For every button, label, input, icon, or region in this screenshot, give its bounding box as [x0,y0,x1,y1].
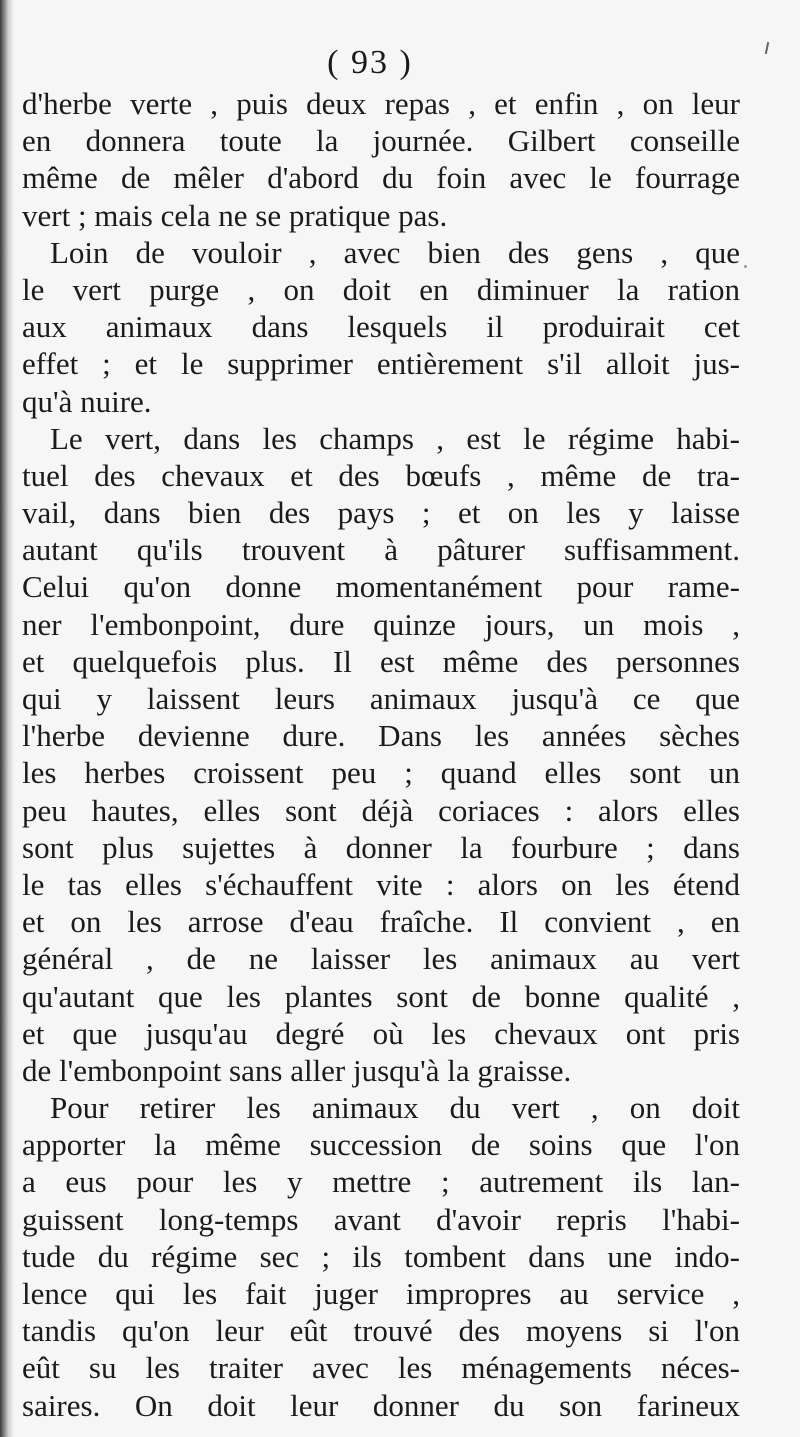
paragraph-start-line: Le vert, dans les champs , est le régime habi- [50,420,740,456]
text-line: sont plus sujettes à donner la fourbure ; dans [22,829,740,865]
margin-mark [765,42,769,54]
text-line: tude du régime sec ; ils tombent dans une indo- [22,1238,740,1274]
paper-speck [744,265,747,268]
text-line: a eus pour les y mettre ; autrement ils lan- [22,1164,740,1200]
text-line: effet ; et le supprimer entièrement s'il alloit jus- [22,346,740,382]
text-line: qu'à nuire. [22,383,152,419]
text-line: d'herbe verte , puis deux repas , et enfin , on leur [22,86,740,121]
text-line: peu hautes, elles sont déjà coriaces : alors elles [22,792,740,828]
text-line: le vert purge , on doit en diminuer la ration [22,271,740,307]
text-line: qui y laissent leurs animaux jusqu'à ce que [22,681,740,716]
text-line: autant qu'ils trouvent à pâturer suffisamment. [22,532,740,568]
text-line: ner l'embonpoint, dure quinze jours, un mois , [22,606,740,642]
text-line: tandis qu'on leur eût trouvé des moyens si l'on [22,1313,740,1349]
text-line: vert ; mais cela ne se pratique pas. [22,197,448,233]
text-line: et on les arrose d'eau fraîche. Il convient , en [22,904,740,940]
text-line: général , de ne laisser les animaux au vert [22,941,740,977]
text-line: saires. On doit leur donner du son farineux [22,1387,740,1423]
text-line: Celui qu'on donne momentanément pour rame- [22,569,740,605]
text-line: vail, dans bien des pays ; et on les y laisse [22,495,740,531]
text-line: qu'autant que les plantes sont de bonne qualité , [22,978,740,1014]
paragraph-start-line: Pour retirer les animaux du vert , on doit [50,1090,740,1126]
text-line: de l'embonpoint sans aller jusqu'à la graisse. [22,1052,572,1088]
text-line: tuel des chevaux et des bœufs , même de tra- [22,457,740,493]
page-body-text [22,85,740,1424]
text-line: et quelquefois plus. Il est même des personnes [22,643,740,679]
text-line: apporter la même succession de soins que l'on [22,1127,740,1163]
text-line: lence qui les fait juger impropres au service , [22,1276,740,1311]
text-line: l'herbe devienne dure. Dans les années sèches [22,718,740,754]
text-line: en donnera toute la journée. Gilbert conseille [22,123,740,159]
text-line: le tas elles s'échauffent vite : alors on les étend [22,866,740,902]
text-line: et que jusqu'au degré où les chevaux ont pris [22,1015,740,1051]
text-line: même de mêler d'abord du foin avec le fourrage [22,160,740,196]
text-line: les herbes croissent peu ; quand elles sont un [22,755,740,791]
page-number: ( 93 ) [327,44,413,81]
paragraph-start-line: Loin de vouloir , avec bien des gens , que [50,234,740,270]
text-line: aux animaux dans lesquels il produirait cet [22,309,740,345]
page-gutter-shadow [0,0,14,1437]
text-line: guissent long-temps avant d'avoir repris l'habi- [22,1201,740,1237]
text-line: eût su les traiter avec les ménagements néces- [22,1350,740,1386]
